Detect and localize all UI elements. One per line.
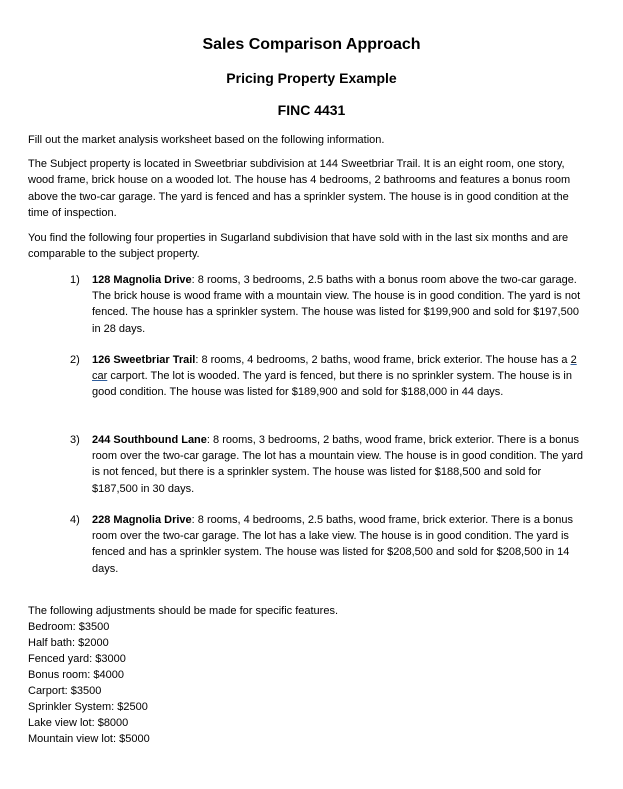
comparable-address: 228 Magnolia Drive	[92, 514, 192, 526]
adjustment-item: Mountain view lot: $5000	[28, 733, 150, 745]
list-number: 2)	[70, 354, 80, 366]
comparable-text	[92, 432, 590, 497]
comparable-description-underlined: 2 car	[92, 354, 577, 383]
comparables-intro-paragraph: You find the following four properties in Sugarland subdivision that have sold with in the last six months and are comparable to the subject property.	[28, 232, 569, 261]
comparable-description: : 8 rooms, 3 bedrooms, 2 baths, wood frame, brick exterior. There is a bonus room over the two-car garage. The lot has a mountain view. The house is in good condition. The yard is not fenced, but there is a sprinkler system. The house was listed for $188,500 and sold for $187,500 in 30 days.	[92, 434, 584, 495]
comparable-address: 244 Southbound Lane	[92, 434, 207, 446]
comparable-description-after: carport. The lot is wooded. The yard is fenced, but there is no sprinkler system. The house is in good condition. The house was listed for $189,900 and sold for $188,000 in 44 days.	[92, 370, 572, 399]
course-code: FINC 4431	[277, 102, 346, 118]
page-title: Sales Comparison Approach	[202, 36, 421, 53]
intro-paragraph: Fill out the market analysis worksheet based on the following information.	[28, 134, 385, 146]
comparable-address: 128 Magnolia Drive	[92, 274, 192, 286]
adjustment-item: Lake view lot: $8000	[28, 717, 129, 729]
comparable-address: 126 Sweetbriar Trail	[92, 354, 196, 366]
comparable-description: : 8 rooms, 3 bedrooms, 2.5 baths with a bonus room above the two-car garage. The brick house is wood frame with a mountain view. The house is in good condition. The yard is not fenced. The house has a sprinkler system. The house was listed for $199,900 and sold for $197,500 in 28 days.	[92, 274, 581, 335]
adjustments-intro: The following adjustments should be made for specific features.	[28, 605, 338, 617]
adjustment-item: Half bath: $2000	[28, 637, 109, 649]
comparable-description-before: : 8 rooms, 4 bedrooms, 2 baths, wood frame, brick exterior. The house has a	[195, 354, 571, 366]
adjustment-item: Sprinkler System: $2500	[28, 701, 148, 713]
list-number: 3)	[70, 434, 80, 446]
adjustment-item: Fenced yard: $3000	[28, 653, 126, 665]
comparable-description: : 8 rooms, 4 bedrooms, 2.5 baths, wood frame, brick exterior. There is a bonus room over the two-car garage. The lot has a lake view. The house is in good condition. The yard is fenced and has a sprinkler system. The house was listed for $208,500 and sold for $208,500 in 14 days.	[92, 514, 573, 575]
subject-paragraph: The Subject property is located in Sweetbriar subdivision at 144 Sweetbriar Trail. It is an eight room, one story, wood frame, brick house on a wooded lot. The house has 4 bedrooms, 2 bathrooms and features a bonus room above the two-car garage. The yard is fenced and has a sprinkler system. The house is in good condition at the time of inspection.	[28, 158, 571, 219]
comparable-text	[92, 512, 590, 577]
comparable-text	[92, 352, 590, 401]
list-number: 1)	[70, 274, 80, 286]
adjustment-item: Bedroom: $3500	[28, 621, 110, 633]
comparable-text	[92, 272, 590, 337]
adjustments-section	[28, 603, 588, 747]
list-number: 4)	[70, 514, 80, 526]
page-subtitle: Pricing Property Example	[226, 70, 397, 86]
adjustment-item: Carport: $3500	[28, 685, 102, 697]
adjustment-item: Bonus room: $4000	[28, 669, 125, 681]
